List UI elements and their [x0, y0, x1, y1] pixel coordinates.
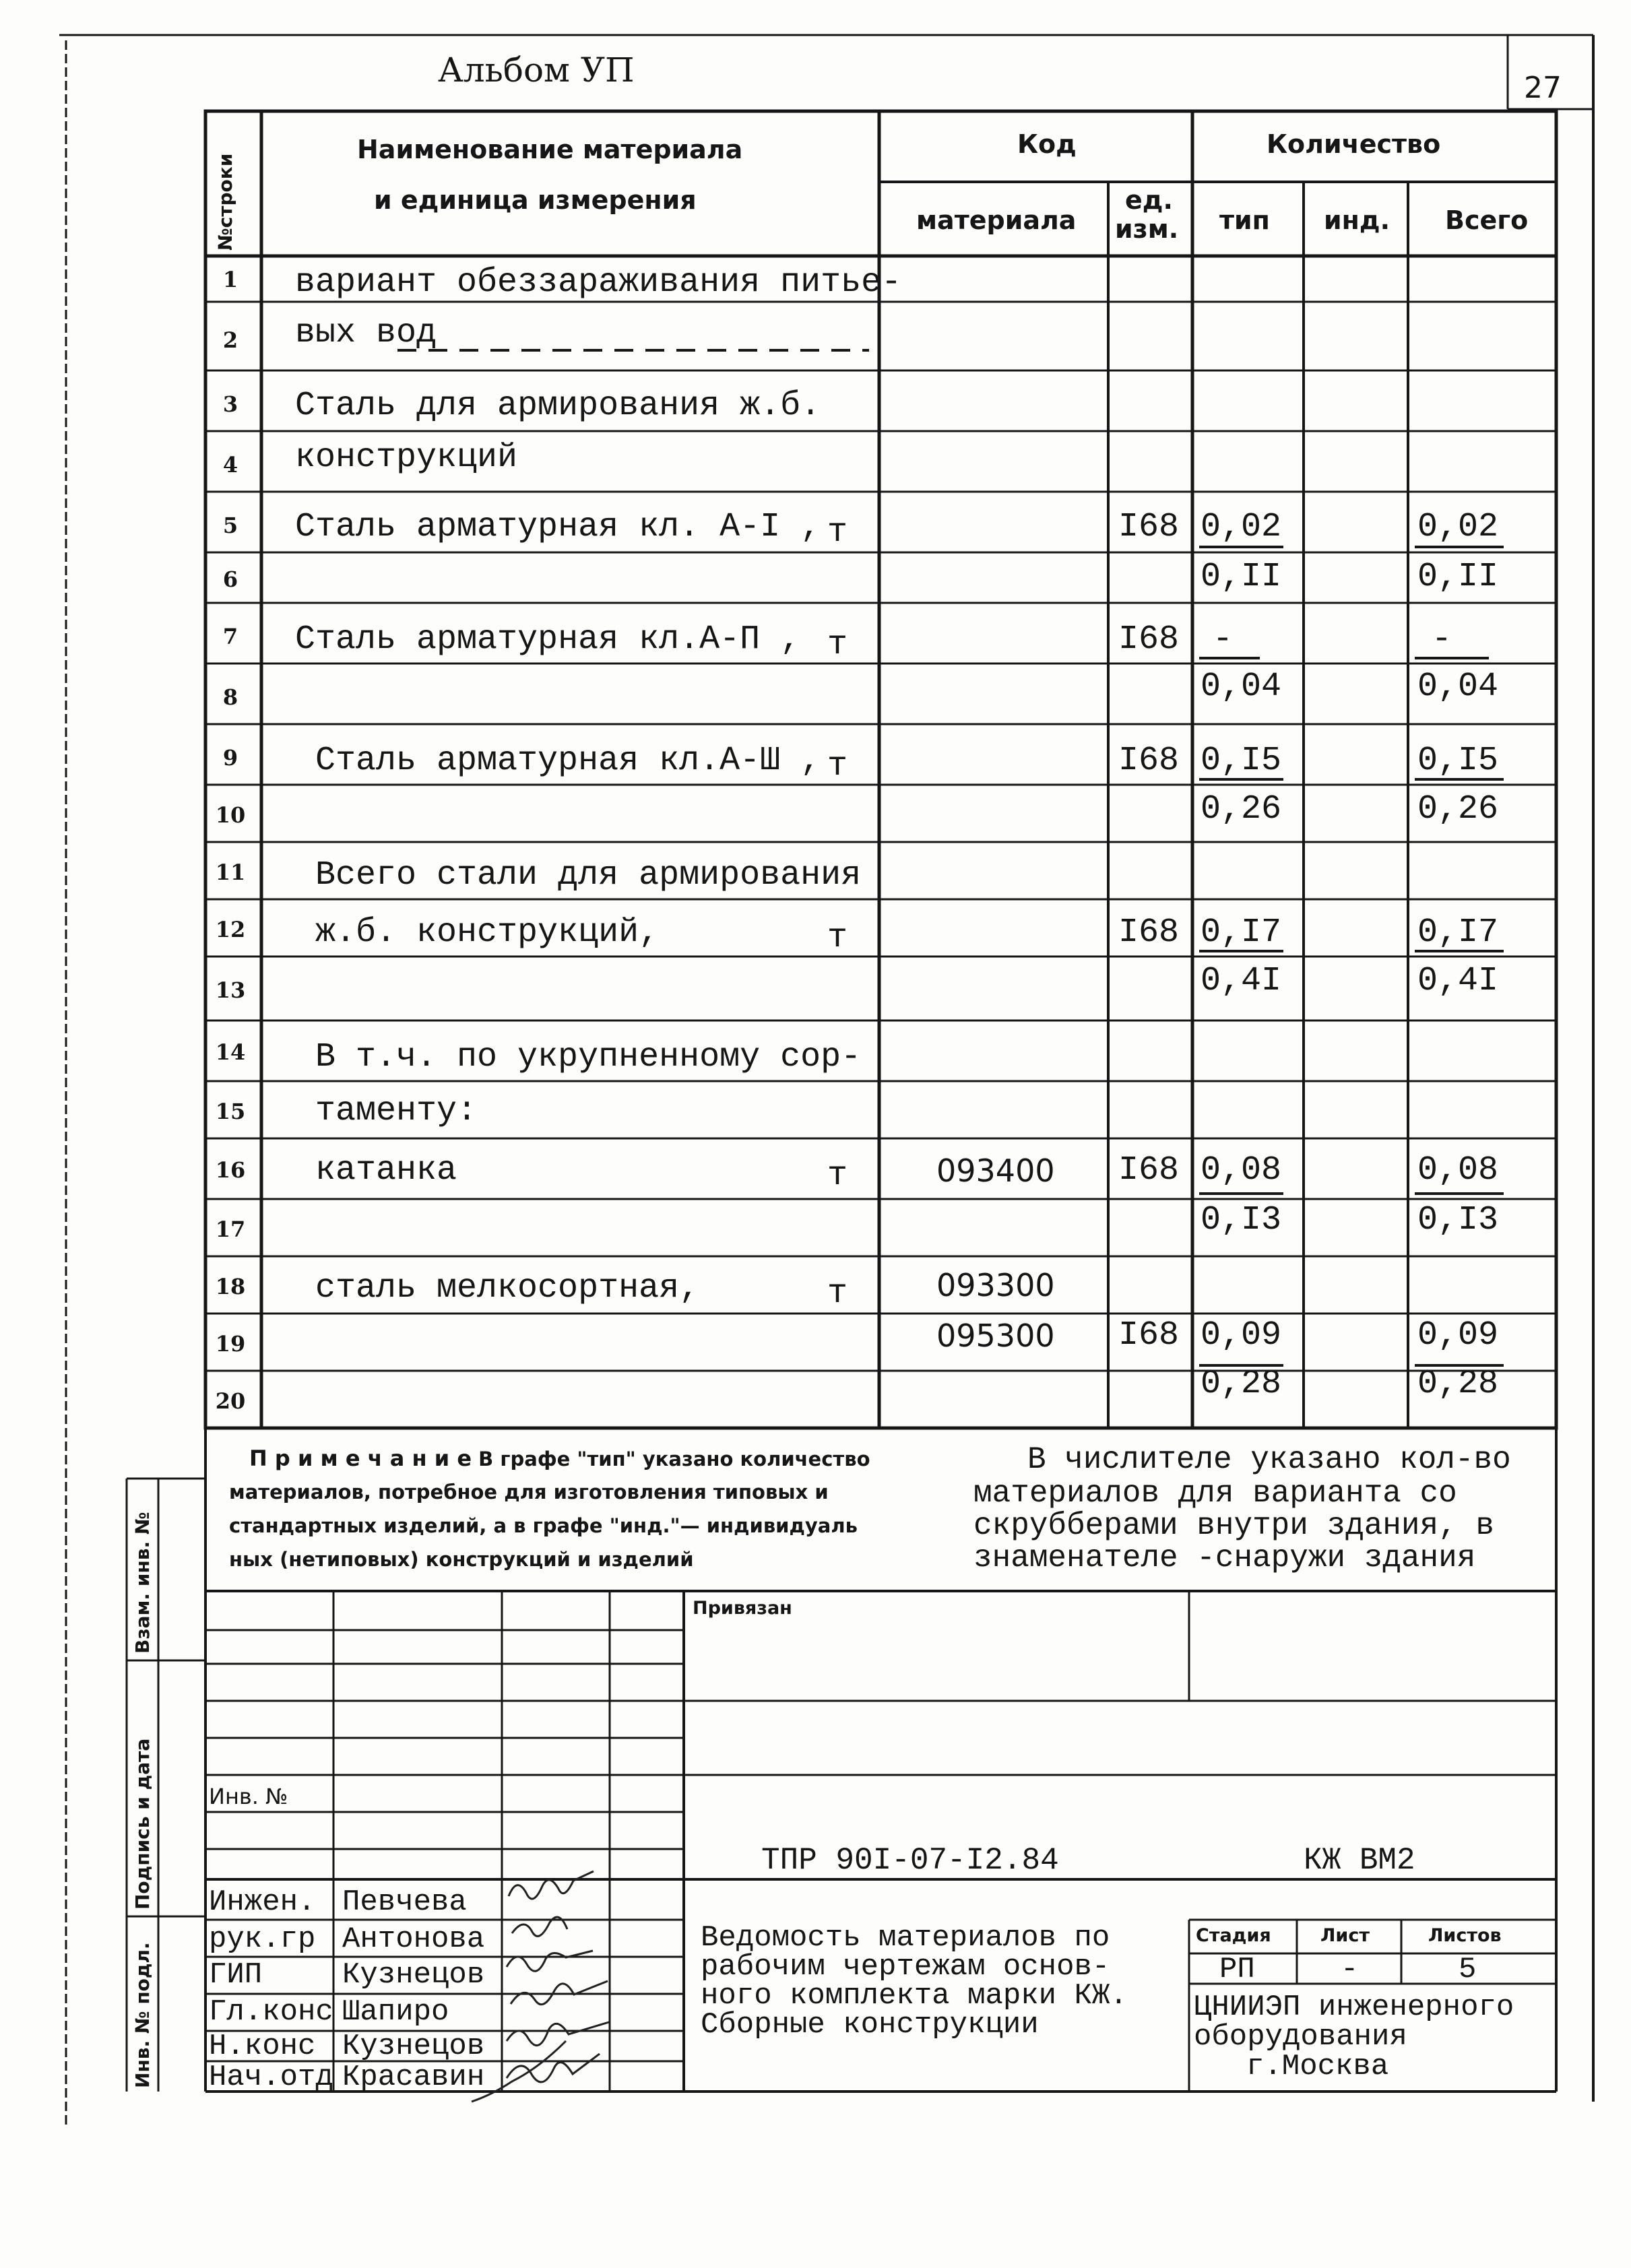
sheet-value: -	[1341, 1953, 1359, 1986]
row-number: 12	[215, 917, 246, 942]
qty-total-value: 0,08	[1417, 1151, 1499, 1190]
header-name-line1: Наименование материала	[357, 135, 743, 164]
row-number: 20	[215, 1388, 246, 1414]
qty-total-value: 0,I3	[1417, 1201, 1499, 1239]
row-number: 10	[215, 802, 246, 828]
qty-total-value: 0,26	[1417, 790, 1499, 829]
row-name: Всего стали для армирования	[315, 856, 862, 895]
person-name: Певчева	[342, 1885, 467, 1919]
row-number: 19	[215, 1331, 246, 1357]
row-name: Сталь для армирования ж.б.	[295, 387, 821, 425]
row-number: 13	[215, 977, 246, 1003]
album-title: Альбом УП	[438, 51, 635, 90]
material-code: 093300	[936, 1267, 1055, 1303]
note-right-line1: В числителе указано кол-во	[1027, 1442, 1511, 1477]
qty-type-value: 0,28	[1201, 1365, 1282, 1403]
stage-label: Стадия	[1196, 1925, 1271, 1946]
qty-total-value: 0,4I	[1417, 962, 1499, 1000]
qty-type-value: -	[1213, 620, 1234, 659]
inv-podl-label: Инв. № подл.	[131, 1942, 154, 2088]
qty-total-value: -	[1432, 620, 1452, 659]
row-name: катанка	[315, 1151, 457, 1190]
note-left-line4: ных (нетиповых) конструкций и изделий	[229, 1548, 694, 1571]
note-left-line1	[249, 1441, 870, 1476]
role: ГИП	[209, 1958, 263, 1992]
row-number: 7	[222, 624, 238, 649]
stage-value: РП	[1219, 1953, 1255, 1986]
privyazan-label: Привязан	[693, 1598, 792, 1619]
row-name: вариант обеззараживания питье-	[295, 263, 902, 302]
row-number: 18	[215, 1274, 246, 1299]
organization-line: ЦНИИЭП инженерного	[1194, 1990, 1514, 2024]
role: рук.гр	[209, 1922, 316, 1956]
person-name: Кузнецов	[342, 1958, 485, 1992]
row-number: 9	[222, 745, 238, 771]
qty-total-value: 0,II	[1417, 558, 1499, 596]
qty-type-value: 0,II	[1201, 558, 1282, 596]
document-code: ТПР 90I-07-I2.84	[761, 1843, 1059, 1878]
qty-total-value: 0,I5	[1417, 742, 1499, 780]
material-code: 095300	[936, 1318, 1055, 1354]
row-number: 16	[215, 1157, 246, 1183]
row-number: 14	[215, 1039, 246, 1065]
row-name: таменту:	[315, 1092, 478, 1130]
row-number: 11	[215, 860, 246, 885]
vzam-inv-label: Взам. инв. №	[131, 1512, 154, 1654]
qty-type-value: 0,04	[1201, 668, 1282, 706]
unit-code: I68	[1118, 508, 1180, 546]
qty-type-value: 0,4I	[1201, 962, 1282, 1000]
note-left-line2: материалов, потребное для изготовления типовых и	[229, 1481, 829, 1503]
inv-no-label: Инв. №	[209, 1784, 288, 1809]
header-qty-ind: инд.	[1324, 205, 1390, 235]
row-name: Сталь арматурная кл.А-П ,	[295, 620, 801, 659]
row-number: 15	[215, 1099, 246, 1124]
header-code: Код	[1017, 129, 1077, 159]
unit-code: I68	[1118, 913, 1180, 952]
note-text: В графе "тип" указано количество	[478, 1448, 870, 1470]
person-name: Антонова	[342, 1922, 485, 1956]
row-number: 6	[222, 566, 238, 592]
unit-code: I68	[1118, 1151, 1180, 1190]
qty-type-value: 0,02	[1201, 508, 1282, 546]
header-code-unit-2: изм.	[1115, 214, 1179, 244]
sheet-number: 27	[1524, 71, 1562, 105]
unit-code: I68	[1118, 742, 1180, 780]
signature-date-label: Подпись и дата	[131, 1738, 154, 1910]
person-name: Кузнецов	[342, 2030, 485, 2063]
header-code-material: материала	[916, 205, 1077, 235]
qty-type-value: 0,I7	[1201, 913, 1282, 952]
row-name: вых вод	[295, 314, 437, 352]
sheet-label: Лист	[1320, 1925, 1370, 1946]
material-code: 093400	[936, 1153, 1055, 1189]
row-name: сталь мелкосортная,	[315, 1269, 700, 1307]
person-name: Красавин	[342, 2061, 485, 2094]
header-qty-total: Всего	[1445, 205, 1529, 235]
row-number: 4	[222, 452, 238, 478]
qty-total-value: 0,I7	[1417, 913, 1499, 952]
row-unit: т	[827, 626, 848, 664]
unit-code: I68	[1118, 1316, 1180, 1355]
row-unit: т	[827, 1157, 848, 1195]
qty-type-value: 0,09	[1201, 1316, 1282, 1355]
row-unit: т	[827, 513, 848, 552]
row-name: ж.б. конструкций,	[315, 913, 660, 952]
organization-line: г.Москва	[1246, 2050, 1389, 2083]
note-right-line2: материалов для варианта со	[973, 1476, 1457, 1511]
row-unit: т	[827, 1274, 848, 1313]
row-number: 1	[222, 267, 238, 292]
row-unit: т	[827, 747, 848, 785]
document-mark: КЖ ВМ2	[1304, 1843, 1415, 1878]
role: Инжен.	[209, 1885, 316, 1919]
title-line: Ведомость материалов по	[701, 1921, 1110, 1955]
row-number: 2	[222, 327, 238, 353]
row-name: В т.ч. по укрупненному сор-	[315, 1038, 862, 1076]
qty-total-value: 0,28	[1417, 1365, 1499, 1403]
qty-total-value: 0,04	[1417, 668, 1499, 706]
unit-code: I68	[1118, 620, 1180, 659]
note-right-line3: скрубберами внутри здания, в	[973, 1508, 1494, 1543]
qty-type-value: 0,26	[1201, 790, 1282, 829]
role: Н.конс	[209, 2030, 316, 2063]
row-number: 3	[222, 391, 238, 417]
organization-line: оборудования	[1194, 2020, 1407, 2054]
title-line: рабочим чертежам основ-	[701, 1950, 1110, 1984]
role: Нач.отд	[209, 2061, 333, 2094]
note-label: П р и м е ч а н и е	[249, 1446, 472, 1471]
row-name: Сталь арматурная кл.А-Ш ,	[315, 742, 821, 780]
header-code-unit-1: ед.	[1125, 185, 1173, 215]
qty-total-value: 0,02	[1417, 508, 1499, 546]
qty-type-value: 0,I3	[1201, 1201, 1282, 1239]
row-number: 8	[222, 684, 238, 710]
row-name: Сталь арматурная кл. А-I ,	[295, 508, 821, 546]
qty-type-value: 0,08	[1201, 1151, 1282, 1190]
header-qty-type: тип	[1219, 205, 1270, 235]
qty-type-value: 0,I5	[1201, 742, 1282, 780]
title-line: Сборные конструкции	[701, 2008, 1039, 2042]
person-name: Шапиро	[342, 1995, 449, 2029]
role: Гл.конс	[209, 1995, 333, 2029]
sheets-label: Листов	[1428, 1925, 1502, 1946]
title-line: ного комплекта марки КЖ.	[701, 1979, 1128, 2013]
note-left-line3: стандартных изделий, а в графе "инд."— индивидуаль	[229, 1514, 858, 1537]
header-name-line2: и единица измерения	[374, 185, 697, 215]
row-unit: т	[827, 919, 848, 957]
row-number: 5	[222, 513, 238, 538]
row-name: конструкций	[295, 439, 518, 477]
row-number: 17	[215, 1217, 246, 1242]
signature-scribbles	[472, 1871, 609, 2102]
header-row-number: №строки	[214, 153, 236, 251]
note-right-line4: знаменателе -снаружи здания	[973, 1541, 1476, 1576]
qty-total-value: 0,09	[1417, 1316, 1499, 1355]
sheets-value: 5	[1459, 1953, 1477, 1986]
header-quantity: Количество	[1267, 129, 1441, 159]
